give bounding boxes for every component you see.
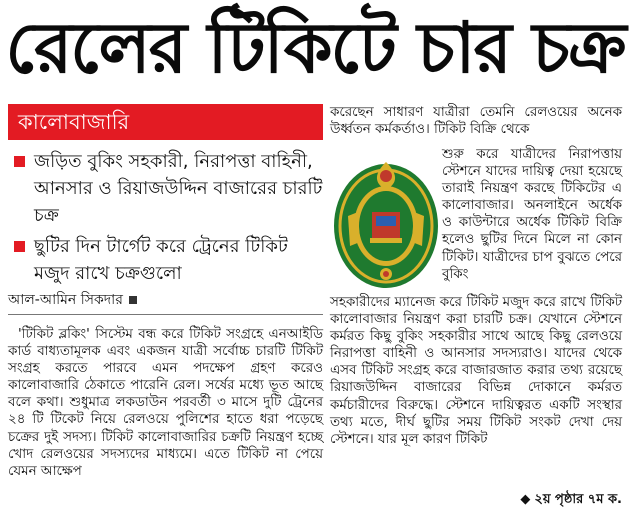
section-banner: কালোবাজারি [8, 104, 323, 140]
bullet-square-icon [14, 241, 25, 252]
byline-text: আল-আমিন সিকদার [8, 292, 123, 308]
left-body-text [8, 326, 323, 480]
byline [8, 290, 323, 310]
bullet-square-icon [14, 156, 25, 167]
highlight-text: ছুটির দিন টার্গেট করে ট্রেনের টিকিট মজুদ রাখে চক্রগুলো [34, 236, 288, 284]
right-bottom-text [330, 294, 622, 448]
right-top-text [330, 104, 622, 138]
highlights-list [8, 148, 323, 287]
highlight-item [8, 233, 323, 287]
railway-logo [330, 146, 442, 296]
headline: রেলের টিকিটে চার চক্র [5, 7, 625, 89]
pointer-icon: ◆ [520, 492, 531, 507]
continuation-note [330, 490, 622, 511]
body-paragraph: শুরু করে যাত্রীদের নিরাপত্তায় স্টেশনে যাদের দায়িত্ব দেয়া হয়েছে তারাই নিয়ন্ত্রণ করছে টিকিটের এ কালোবাজার। অনলাইনে অর্ধেক ও কাউন্টারে অর্ধেক টিকিট বিক্রি হলেও ছুটির দিনে মিলে না কোন টিকিট। যাত্রীদের চাপ বুঝতে পেরে বুকিং [442, 147, 622, 282]
left-column [8, 104, 323, 291]
body-paragraph: 'টিকিট ব্লকিং' সিস্টেম বন্ধ করে টিকিট সংগ্রহে এনআইডি কার্ড বাধ্যতামূলক এবং একজন যাত্রী সর্বোচ্চ চারটি টিকিট সংগ্রহ করতে পারবে এমন পদক্ষেপ গ্রহণ করেও কালোবাজারি ঠেকাতে পারেনি রেল। সর্ষের মধ্যে ভূত আছে বলে কথা। শুধুমাত্র লকডাউন পরবর্তী ৩ মাসে দুটি ট্রেনের ২৪ টি টিকেট নিয়ে রেলওয়ে পুলিশের হাতে ধরা পড়েছে চক্রের দুই সদস্য। টিকিট কালোবাজারির চক্রটি নিয়ন্ত্রণ হচ্ছে খোদ রেলওয়ের সদস্যদের মাধ্যমে। এতে টিকিট না পেয়ে যেমন আক্ষেপ [8, 327, 323, 479]
divider [8, 314, 323, 315]
highlight-item [8, 148, 323, 229]
continuation-text: ২য় পৃষ্ঠার ৭ম ক. [534, 492, 622, 507]
body-paragraph: সহকারীদের ম্যানেজ করে টিকিট মজুদ করে রাখে টিকিট কালোবাজার নিয়ন্ত্রণ করা চারটি চক্র। যেখানে স্টেশনে কর্মরত কিছু বুকিং সহকারীর সাথে আছে কিছু রেলওয়ে নিরাপত্তা বাহিনী ও আনসার সদস্যরাও। যাদের থেকে এসব টিকিট সংগ্রহ করে বাজারজাত করার তথ্য রয়েছে রিয়াজউদ্দিন বাজারের বিভিন্ন দোকানে কর্মরত কর্মচারীদের বিরুদ্ধে। স্টেশনে দায়িত্বরত একটি সংস্থার তথ্য মতে, দীর্ঘ ছুটির সময় টিকিট সংকট দেখা দেয় স্টেশনে। যার মূল কারণ টিকিট [330, 295, 622, 447]
railway-emblem-icon [330, 146, 442, 296]
byline-square-icon [129, 296, 137, 304]
body-paragraph: করেছেন সাধারণ যাত্রীরা তেমনি রেলওয়ের অনেক উর্ধ্বতন কর্মকর্তাও। টিকিট বিক্রি থেকে [330, 105, 622, 138]
highlight-text: জড়িত বুকিং সহকারী, নিরাপত্তা বাহিনী, আনসার ও রিয়াজউদ্দিন বাজারের চারটি চক্র [34, 151, 323, 226]
right-middle-text [442, 146, 622, 283]
